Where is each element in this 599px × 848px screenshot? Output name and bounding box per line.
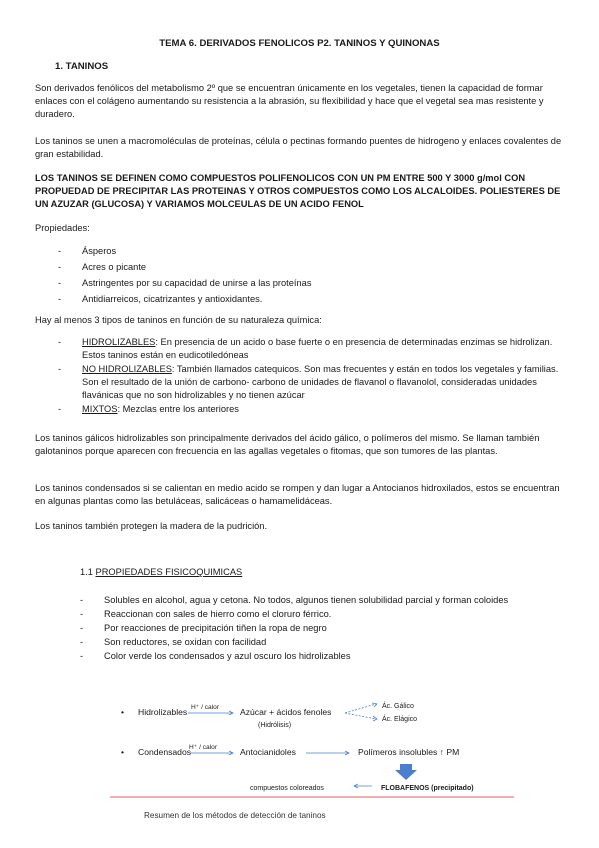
paragraph-definition: Son derivados fenólicos del metabolismo 2º que se encuentran únicamente en los vegetales, tienen la capacidad de formar enlaces con el colágeno aumentando su resistencia a la abrasión, su flexibilidad y hace que el vegetal sea mas resistente y duradero. [35, 83, 544, 119]
list-item: - Son reductores, se oxidan con facilidad [80, 637, 267, 647]
types-intro: Hay al menos 3 tipos de taninos en función de su naturaleza química: [35, 315, 322, 325]
list-item: - Reaccionan con sales de hierro como el cloruro férrico. [80, 609, 332, 619]
list-item: - Acres o picante [58, 262, 147, 272]
diagram-ac-galico: Ác. Gálico [382, 703, 414, 710]
properties-label: Propiedades: [35, 223, 90, 233]
list-item: - Astringentes por su capacidad de unirse a las proteínas [58, 278, 312, 288]
list-item: - MIXTOS: Mezclas entre los anteriores [58, 404, 239, 414]
list-item: - Ásperos [58, 246, 117, 256]
paragraph-union: Los taninos se unen a macromoléculas de proteínas, célula o pectinas formando puentes de hidrogeno y enlaces covalentes de gran estabilidad. [35, 136, 562, 159]
diagram-bullet-1: • [121, 707, 125, 717]
list-item: - Color verde los condensados y azul oscuro los hidrolizables [80, 651, 351, 661]
paragraph-bold-definition: LOS TANINOS SE DEFINEN COMO COMPUESTOS POLIFENOLICOS CON UN PM ENTRE 500 Y 3000 g/mol CON PROPUEDAD DE PRECIPITAR LAS PROTEINAS Y OTROS COMPUESTOS COMO LOS ALCALOIDES. POLIESTERES DE UN AZUZAR (GLUCOSA) Y VARIAMOS MOLCEULAS DE UN ACIDO FENOL [35, 173, 561, 209]
diagram-condition-1: H⁺ / calor [191, 704, 220, 711]
diagram-antocianidoles: Antocianidoles [240, 747, 296, 757]
list-item: - HIDROLIZABLES: En presencia de un acido o base fuerte o en presencia de determinadas enzimas se hidrolizan. Estos taninos están en eudicotiledóneas [58, 337, 553, 360]
section-heading-taninos: 1. TANINOS [55, 61, 109, 72]
paragraph-galicos: Los taninos gálicos hidrolizables son principalmente derivados del ácido gálico, o polímeros del mismo. Se llaman también galotaninos porque aparecen con frecuencia en las agallas vegetales o fitomas, que son tumores de las plantas. [35, 433, 540, 456]
arrow-to-elagico [345, 713, 376, 719]
diagram-bullet-2: • [121, 747, 125, 757]
diagram-hidrolizables: Hidrolizables [138, 707, 188, 717]
paragraph-madera: Los taninos también protegen la madera de la pudrición. [35, 521, 268, 531]
arrow-to-galico [345, 704, 376, 713]
document-title: TEMA 6. DERIVADOS FENOLICOS P2. TANINOS Y QUINONAS [159, 38, 440, 49]
diagram-condition-2: H⁺ / calor [189, 744, 218, 751]
paragraph-condensados: Los taninos condensados si se calientan en medio acido se rompen y dan lugar a Antocianos hidroxilados, estos se encuentran en algunas plantas como las betuláceas, salicáceas o hamamelidáceas. [35, 483, 560, 506]
diagram-caption: Resumen de los métodos de detección de taninos [144, 811, 326, 820]
down-arrow-icon [395, 764, 417, 780]
diagram-azucar-acidos: Azúcar + ácidos fenoles [240, 707, 332, 717]
list-item: - Por reacciones de precipitación tiñen la ropa de negro [80, 623, 327, 633]
list-item: - Solubles en alcohol, agua y cetona. No todos, algunos tienen solubilidad parcial y forman coloides [80, 595, 509, 605]
diagram-flobafenos: FLOBAFENOS (precipitado) [381, 785, 474, 792]
diagram-polimeros: Polímeros insolubles ↑ PM [358, 747, 460, 757]
diagram-ac-elagico: Ác. Elágico [382, 716, 418, 723]
diagram-compuestos-coloreados: compuestos coloreados [250, 785, 324, 792]
list-item: - Antidiarreicos, cicatrizantes y antioxidantes. [58, 294, 263, 304]
diagram-condensados: Condensados [138, 747, 192, 757]
list-item: - NO HIDROLIZABLES: También llamados catequicos. Son mas frecuentes y están en todos los vegetales y familias. Son el resultado de la unión de carbono- carbono de unidades de flavanol o flavanolol, consideradas unidades flavánicas que no son hidrolizables y no tienen azúcar [58, 364, 559, 400]
section-heading-fisicoquimicas: 1.1 PROPIEDADES FISICOQUIMICAS [80, 567, 243, 577]
diagram-hidrolisis: (Hidrólisis) [258, 722, 292, 729]
